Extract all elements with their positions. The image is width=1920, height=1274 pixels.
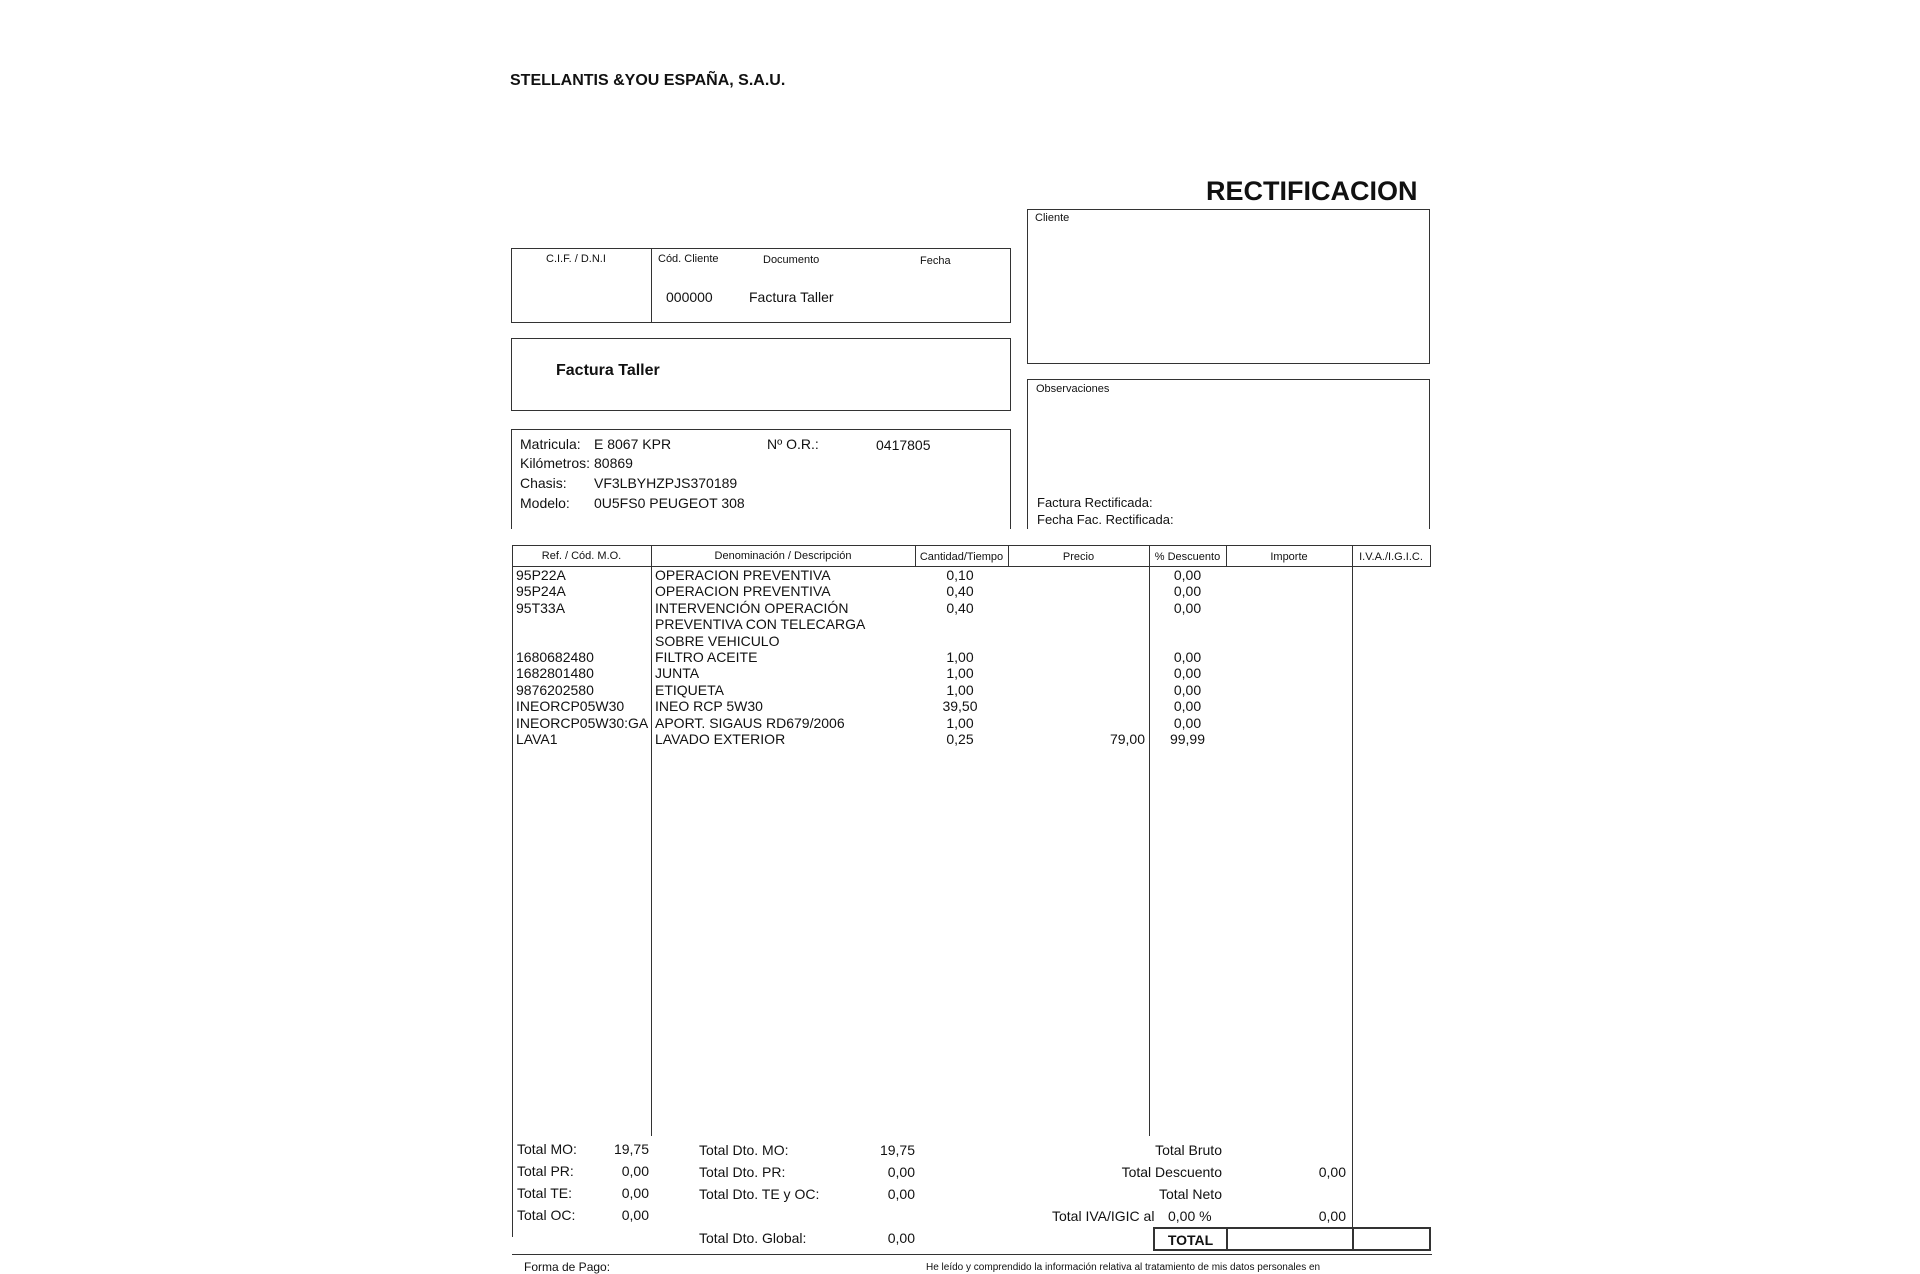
cell-qty: 1,00 xyxy=(946,714,974,731)
dto-te-label: Total Dto. TE y OC: xyxy=(699,1186,820,1202)
header-amount: Importe xyxy=(1270,551,1308,563)
dto-pr-label: Total Dto. PR: xyxy=(699,1164,786,1180)
cell-desc: INEO RCP 5W30 xyxy=(655,698,763,715)
documento-label: Documento xyxy=(763,254,820,266)
modelo-label: Modelo: xyxy=(520,495,570,511)
header-box xyxy=(511,248,1011,323)
total-pr-label: Total PR: xyxy=(517,1163,574,1179)
total-iva-value: 0,00 xyxy=(1318,1208,1346,1224)
cell-desc: OPERACION PREVENTIVA xyxy=(655,583,831,600)
or-label: Nº O.R.: xyxy=(767,436,819,452)
table-row xyxy=(512,731,1431,747)
cell-desc: INTERVENCIÓN OPERACIÓN xyxy=(655,599,849,616)
observaciones-label: Observaciones xyxy=(1036,383,1110,395)
cell-desc: JUNTA xyxy=(655,665,700,682)
cell-disc: 0,00 xyxy=(1173,698,1202,715)
cell-ref: INEORCP05W30:GA xyxy=(516,714,649,731)
factura-rectificada-label: Factura Rectificada: xyxy=(1037,495,1153,510)
cell-disc: 0,00 xyxy=(1173,599,1202,616)
cell-ref: 1682801480 xyxy=(516,665,594,682)
cell-qty: 1,00 xyxy=(946,649,974,665)
cell-qty: 1,00 xyxy=(946,681,974,698)
company-name: STELLANTIS &YOU ESPAÑA, S.A.U. xyxy=(510,72,786,89)
cell-ref: LAVA1 xyxy=(516,731,558,747)
cell-qty: 0,40 xyxy=(946,583,974,600)
cell-disc: 0,00 xyxy=(1173,714,1202,731)
fecha-label: Fecha xyxy=(920,255,951,267)
chasis-label: Chasis: xyxy=(520,475,567,491)
dto-global-value: 0,00 xyxy=(887,1230,915,1246)
table-row xyxy=(512,616,1431,632)
cell-desc: FILTRO ACEITE xyxy=(655,649,758,665)
dto-pr-value: 0,00 xyxy=(887,1164,915,1180)
total-oc-value: 0,00 xyxy=(621,1207,649,1223)
table-row xyxy=(512,649,1431,665)
cliente-box xyxy=(1027,209,1430,364)
header-disc: % Descuento xyxy=(1154,551,1221,563)
cell-desc: OPERACION PREVENTIVA xyxy=(655,567,831,583)
modelo-value: 0U5FS0 PEUGEOT 308 xyxy=(594,495,745,511)
or-value: 0417805 xyxy=(876,437,931,453)
cell-ref: 1680682480 xyxy=(516,649,594,665)
total-mo-label: Total MO: xyxy=(517,1141,577,1157)
table-row xyxy=(512,633,1431,649)
cell-qty: 39,50 xyxy=(942,698,978,715)
header-price: Precio xyxy=(1062,551,1095,563)
doc-type: Factura Taller xyxy=(556,362,660,379)
km-value: 80869 xyxy=(594,455,633,471)
doc-type-box xyxy=(511,338,1011,411)
cell-disc: 0,00 xyxy=(1173,567,1202,583)
total-descuento-label: Total Descuento xyxy=(1121,1164,1222,1180)
vehicle-box xyxy=(511,429,1011,529)
cell-ref: 95P22A xyxy=(516,567,566,583)
header-desc: Denominación / Descripción xyxy=(714,550,852,562)
dto-mo-value: 19,75 xyxy=(879,1142,915,1158)
cell-disc: 0,00 xyxy=(1173,681,1202,698)
cell-ref: INEORCP05W30 xyxy=(516,698,625,715)
matricula-value: E 8067 KPR xyxy=(594,436,672,452)
cell-ref: 95P24A xyxy=(516,583,566,600)
cell-qty: 0,25 xyxy=(946,731,974,747)
items-table xyxy=(512,545,1431,1248)
total-neto-label: Total Neto xyxy=(1158,1186,1222,1202)
total-pr-value: 0,00 xyxy=(621,1163,649,1179)
privacy-note: He leído y comprendido la información relativa al tratamiento de mis datos personales en xyxy=(926,1262,1321,1273)
total-iva-pct: 0,00 % xyxy=(1168,1208,1212,1224)
cell-disc: 0,00 xyxy=(1173,583,1202,600)
dto-te-value: 0,00 xyxy=(887,1186,915,1202)
cell-ref: 9876202580 xyxy=(516,681,594,698)
fecha-fac-rectificada-label: Fecha Fac. Rectificada: xyxy=(1037,512,1174,527)
total-label: TOTAL xyxy=(1167,1232,1214,1248)
total-oc-label: Total OC: xyxy=(517,1207,576,1223)
table-row xyxy=(512,682,1431,698)
total-row xyxy=(1153,1227,1431,1251)
cell-qty: 1,00 xyxy=(946,665,974,682)
cell-desc: PREVENTIVA CON TELECARGA xyxy=(655,616,866,633)
documento-value: Factura Taller xyxy=(749,289,834,305)
cell-desc: ETIQUETA xyxy=(655,681,724,698)
cell-qty: 0,10 xyxy=(946,567,974,583)
total-descuento-value: 0,00 xyxy=(1318,1164,1346,1180)
header-iva: I.V.A./I.G.I.C. xyxy=(1359,551,1423,563)
km-label: Kilómetros: xyxy=(520,455,591,471)
table-row xyxy=(512,567,1431,583)
total-mo-value: 19,75 xyxy=(613,1141,649,1157)
cod-cliente-label: Cód. Cliente xyxy=(658,253,719,265)
matricula-label: Matricula: xyxy=(520,436,581,452)
cell-desc: APORT. SIGAUS RD679/2006 xyxy=(655,714,845,731)
document-title: RECTIFICACION xyxy=(1206,176,1418,206)
dto-global-label: Total Dto. Global: xyxy=(699,1230,807,1246)
cell-desc: SOBRE VEHICULO xyxy=(655,632,780,649)
cell-desc: LAVADO EXTERIOR xyxy=(655,731,786,747)
observaciones-box xyxy=(1027,379,1430,529)
table-row xyxy=(512,698,1431,714)
header-ref: Ref. / Cód. M.O. xyxy=(541,550,622,562)
table-row xyxy=(512,665,1431,681)
dto-mo-label: Total Dto. MO: xyxy=(699,1142,789,1158)
table-row xyxy=(512,715,1431,731)
total-te-value: 0,00 xyxy=(621,1185,649,1201)
table-row xyxy=(512,600,1431,616)
cell-disc: 99,99 xyxy=(1169,731,1206,747)
cif-label: C.I.F. / D.N.I xyxy=(546,253,606,265)
cell-disc: 0,00 xyxy=(1173,649,1202,665)
cell-disc: 0,00 xyxy=(1173,665,1202,682)
cell-price: 79,00 xyxy=(1109,731,1145,747)
cliente-label: Cliente xyxy=(1035,212,1070,224)
cell-qty: 0,40 xyxy=(946,599,974,616)
total-bruto-label: Total Bruto xyxy=(1155,1142,1222,1158)
cod-cliente-value: 000000 xyxy=(666,289,713,305)
total-iva-label: Total IVA/IGIC al xyxy=(1052,1208,1155,1224)
chasis-value: VF3LBYHZPJS370189 xyxy=(594,475,738,491)
cell-ref: 95T33A xyxy=(516,599,566,616)
header-qty: Cantidad/Tiempo xyxy=(919,551,1004,563)
forma-de-pago: Forma de Pago: xyxy=(524,1260,611,1274)
total-te-label: Total TE: xyxy=(517,1185,572,1201)
table-body xyxy=(512,567,1431,1127)
table-row xyxy=(512,583,1431,599)
